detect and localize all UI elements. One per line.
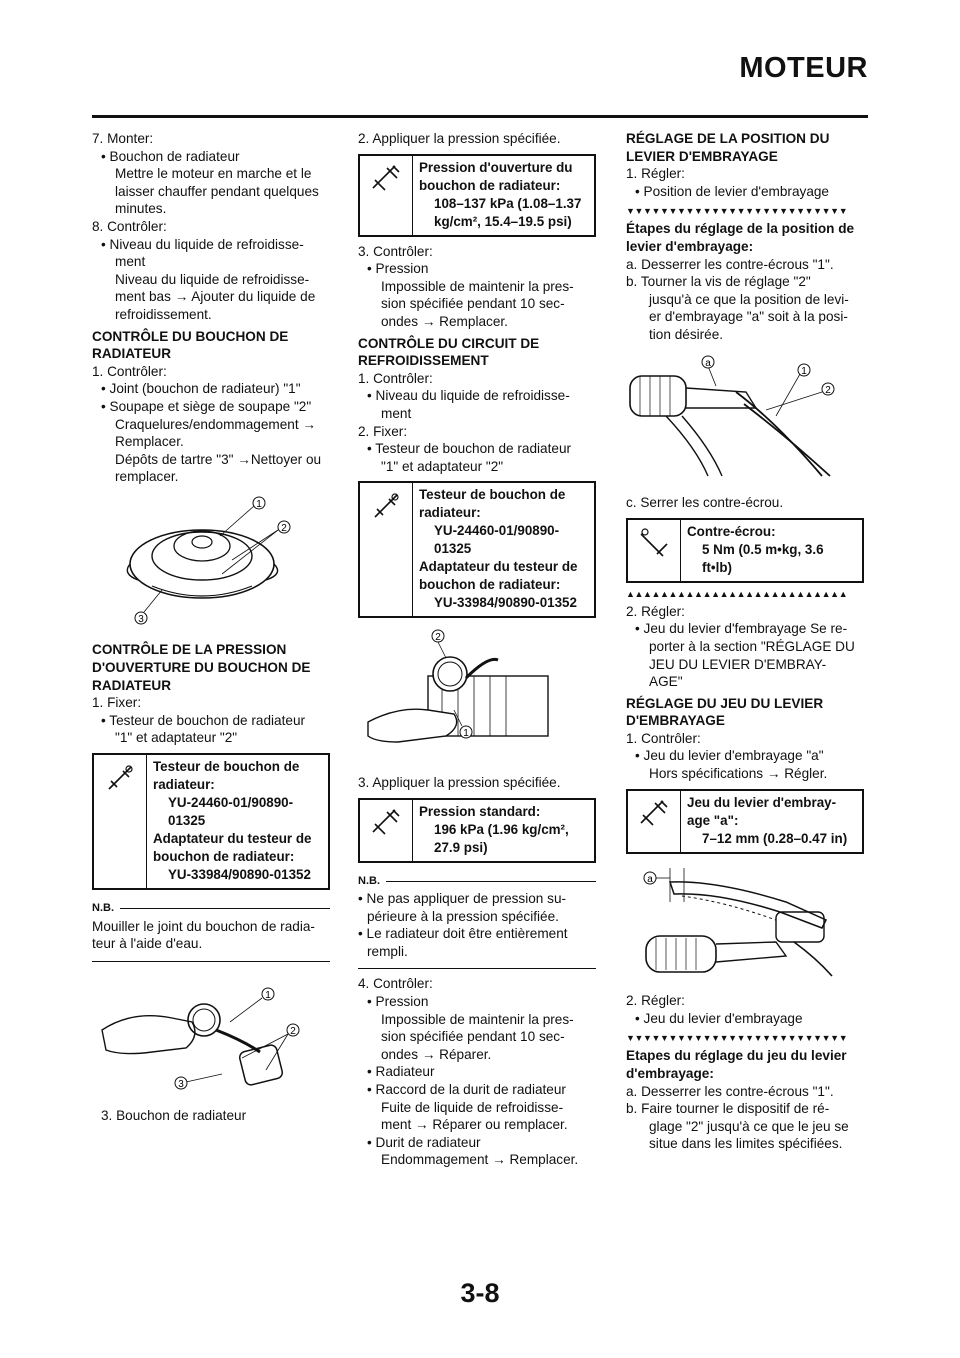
step: 1. Contrôler: (92, 363, 167, 379)
bullet: • Position de levier d'embrayage (635, 183, 829, 199)
spec-line: radiateur: (153, 777, 215, 793)
spec-line: Pression standard: (419, 803, 541, 819)
text-line: minutes. (115, 201, 167, 217)
section-heading: CONTRÔLE DU BOUCHON DE (92, 328, 289, 344)
note-block (358, 873, 596, 970)
text-line: sion spécifiée pendant 10 sec- (381, 296, 565, 312)
text-line: situe dans les limites spécifiées. (649, 1136, 843, 1152)
bullet: • Durit de radiateur (367, 1134, 481, 1150)
text-line: er d'embrayage "a" soit à la posi- (649, 309, 848, 325)
tool-spec-box (92, 753, 330, 890)
spec-box (358, 154, 596, 237)
step: 3. Appliquer la pression spécifiée. (358, 774, 561, 790)
step: b. Tourner la vis de réglage "2" (626, 274, 811, 290)
spec-value: YU-33984/90890-01352 (168, 867, 311, 883)
procedure-heading: Étapes du réglage de la position de (626, 221, 855, 237)
spec-value: YU-33984/90890-01352 (434, 595, 577, 611)
text-line: Remplacer. (115, 434, 184, 450)
section-heading: RÉGLAGE DU JEU DU LEVIER (626, 695, 824, 711)
spec-value: 108–137 kPa (1.08–1.37 (434, 195, 582, 211)
text-line: ondes → Réparer. (381, 1046, 492, 1062)
bullet: • Soupape et siège de soupape "2" (101, 398, 312, 414)
bullet: • Radiateur (367, 1064, 435, 1080)
spec-value: 5 Nm (0.5 m•kg, 3.6 (702, 541, 824, 557)
column-3 (626, 130, 864, 1153)
spec-line: age "a": (687, 812, 739, 828)
step: 1. Contrôler: (626, 730, 701, 746)
step: 1. Régler: (626, 166, 685, 182)
bullet: • Pression (367, 261, 429, 277)
bullet: • Niveau du liquide de refroidisse- (367, 388, 570, 404)
text-line: glage "2" jusqu'à ce que le jeu se (649, 1118, 849, 1134)
callout-2: 2 (281, 522, 287, 534)
text-line: JEU DU LEVIER D'EMBRAY- (649, 656, 827, 672)
radiator-cap-figure (92, 494, 330, 634)
text-line: "1" et adaptateur "2" (381, 458, 504, 474)
procedure-heading: levier d'embrayage: (626, 238, 754, 254)
clutch-lever-play-figure (626, 862, 864, 985)
step: b. Faire tourner le dispositif de ré- (626, 1101, 830, 1117)
bullet: • Bouchon de radiateur (101, 148, 240, 164)
spec-line: Jeu du levier d'embray- (687, 794, 837, 810)
bullet: • Jeu du levier d'embrayage "a" (635, 748, 824, 764)
note-text: périeure à la pression spécifiée. (367, 908, 559, 924)
header-rule (92, 115, 868, 118)
torque-spec-box (626, 518, 864, 583)
caption: 3. Bouchon de radiateur (101, 1108, 247, 1124)
spec-line: bouchon de radiateur: (153, 849, 295, 865)
callout-1: 1 (256, 498, 262, 510)
text-line: Mettre le moteur en marche et le (115, 166, 312, 182)
spec-value: 196 kPa (1.96 kg/cm², (434, 821, 569, 837)
cap-tester-figure (92, 970, 330, 1100)
text-line: laisser chauffer pendant quelques (115, 183, 319, 199)
note-label: N.B. (358, 874, 380, 887)
page-number: 3-8 (460, 1278, 500, 1308)
bullet: • Testeur de bouchon de radiateur (101, 712, 306, 728)
spec-line: Testeur de bouchon de (419, 487, 566, 503)
note-text: • Ne pas appliquer de pression su- (358, 891, 567, 907)
spec-box (626, 789, 864, 854)
spec-value: 7–12 mm (0.28–0.47 in) (702, 830, 848, 846)
text-line: Impossible de maintenir la pres- (381, 1011, 574, 1027)
step: 2. Régler: (626, 603, 685, 619)
text-line: Dépôts de tartre "3" →Nettoyer ou (115, 451, 322, 467)
section-heading: RADIATEUR (92, 346, 172, 362)
text-line: jusqu'à ce que la position de levi- (649, 291, 849, 307)
text-line: ment bas → Ajouter du liquide de (115, 289, 316, 305)
clutch-lever-position-figure (626, 352, 864, 487)
text-line: ment → Réparer ou remplacer. (381, 1117, 568, 1133)
text-line: Fuite de liquide de refroidisse- (381, 1099, 564, 1115)
torque-wrench-icon (628, 791, 681, 852)
torque-wrench-icon (360, 156, 413, 235)
note-text: rempli. (367, 943, 408, 959)
text-line: remplacer. (115, 469, 179, 485)
tool-icon (94, 755, 147, 888)
note-block (92, 900, 330, 962)
section-heading: RÉGLAGE DE LA POSITION DU (626, 131, 830, 146)
section-heading: CONTRÔLE DE LA PRESSION (92, 642, 287, 658)
callout-1: 1 (801, 365, 807, 377)
callout-a: a (647, 873, 653, 885)
text-line: Endommagement → Remplacer. (381, 1152, 579, 1168)
spec-box (358, 798, 596, 863)
callout-3: 3 (138, 613, 144, 625)
callout-2: 2 (825, 384, 831, 396)
spec-value: 27.9 psi) (434, 839, 488, 855)
text-line: ment (381, 405, 412, 421)
section-heading: RADIATEUR (92, 677, 172, 693)
procedure-heading: Etapes du réglage du jeu du levier (626, 1048, 847, 1064)
step: 4. Contrôler: (358, 976, 433, 992)
text-line: Niveau du liquide de refroidisse- (115, 271, 310, 287)
step: 1. Fixer: (92, 695, 142, 711)
callout-3: 3 (178, 1078, 184, 1090)
spec-line: Adaptateur du testeur de (419, 559, 578, 575)
section-heading: LEVIER D'EMBRAYAGE (626, 148, 778, 164)
bullet: • Pression (367, 994, 429, 1010)
spec-value: YU-24460-01/90890- (168, 795, 294, 811)
spec-line: Pression d'ouverture du (419, 159, 573, 175)
step: 7. Monter: (92, 131, 154, 146)
spec-line: Testeur de bouchon de (153, 759, 300, 775)
torque-wrench-icon (360, 800, 413, 861)
section-heading: REFROIDISSEMENT (358, 353, 489, 369)
text-line: "1" et adaptateur "2" (115, 730, 238, 746)
spec-value: kg/cm², 15.4–19.5 psi) (434, 213, 572, 229)
callout-1: 1 (463, 728, 469, 740)
bullet: • Testeur de bouchon de radiateur (367, 441, 572, 457)
spec-line: bouchon de radiateur: (419, 577, 561, 593)
cooling-system-tester-figure (358, 626, 596, 766)
text-line: ment (115, 254, 146, 270)
step: 8. Contrôler: (92, 218, 167, 234)
bullet: • Joint (bouchon de radiateur) "1" (101, 381, 301, 397)
tool-spec-box (358, 481, 596, 618)
bullet: • Jeu du levier d'embrayage (635, 1010, 803, 1026)
procedure-start-marker: ▼▼▼▼▼▼▼▼▼▼▼▼▼▼▼▼▼▼▼▼▼▼▼▼▼▼ (626, 1033, 848, 1044)
note-label: N.B. (92, 902, 114, 915)
note-text: teur à l'aide d'eau. (92, 936, 203, 952)
spec-value: 01325 (434, 541, 472, 557)
bullet: • Raccord de la durit de radiateur (367, 1082, 566, 1098)
callout-2: 2 (435, 632, 441, 644)
spec-line: Contre-écrou: (687, 523, 776, 539)
spec-value: YU-24460-01/90890- (434, 523, 560, 539)
text-line: sion spécifiée pendant 10 sec- (381, 1029, 565, 1045)
text-line: Craquelures/endommagement → (115, 416, 316, 432)
spec-line: bouchon de radiateur: (419, 177, 561, 193)
section-title: MOTEUR (739, 52, 868, 84)
spec-value: 01325 (168, 813, 206, 829)
callout-2: 2 (290, 1025, 296, 1037)
procedure-heading: d'embrayage: (626, 1066, 714, 1082)
column-2 (358, 130, 596, 1169)
note-text: • Le radiateur doit être entièrement (358, 926, 568, 942)
spec-line: radiateur: (419, 505, 481, 521)
callout-1: 1 (265, 989, 271, 1001)
procedure-start-marker: ▼▼▼▼▼▼▼▼▼▼▼▼▼▼▼▼▼▼▼▼▼▼▼▼▼▼ (626, 206, 848, 217)
note-text: Mouiller le joint du bouchon de radia- (92, 918, 315, 934)
torque-wrench-icon (628, 520, 681, 581)
text-line: AGE" (649, 674, 683, 690)
text-line: ondes → Remplacer. (381, 313, 508, 329)
bullet: • Jeu du levier d'fembrayage Se re- (635, 621, 848, 637)
text-line: porter à la section "RÉGLAGE DU (649, 638, 855, 654)
tool-icon (360, 483, 413, 616)
procedure-end-marker: ▲▲▲▲▲▲▲▲▲▲▲▲▲▲▲▲▲▲▲▲▲▲▲▲▲▲ (626, 588, 848, 599)
step: 2. Appliquer la pression spécifiée. (358, 131, 561, 146)
column-1 (92, 130, 330, 1125)
spec-value: ft•lb) (702, 559, 732, 575)
spec-line: Adaptateur du testeur de (153, 831, 312, 847)
text-line: refroidissement. (115, 306, 212, 322)
step: a. Desserrer les contre-écrous "1". (626, 1083, 834, 1099)
callout-a: a (705, 357, 711, 369)
text-line: Impossible de maintenir la pres- (381, 278, 574, 294)
section-heading: CONTRÔLE DU CIRCUIT DE (358, 335, 540, 351)
text-line: tion désirée. (649, 326, 724, 342)
step: 2. Fixer: (358, 423, 408, 439)
step: 1. Contrôler: (358, 370, 433, 386)
step: a. Desserrer les contre-écrous "1". (626, 256, 834, 272)
section-heading: D'EMBRAYAGE (626, 713, 725, 729)
step: c. Serrer les contre-écrou. (626, 495, 784, 511)
text-line: Hors spécifications → Régler. (649, 766, 828, 782)
section-heading: D'OUVERTURE DU BOUCHON DE (92, 660, 311, 676)
bullet: • Niveau du liquide de refroidisse- (101, 236, 304, 252)
step: 2. Régler: (626, 993, 685, 1009)
step: 3. Contrôler: (358, 243, 433, 259)
